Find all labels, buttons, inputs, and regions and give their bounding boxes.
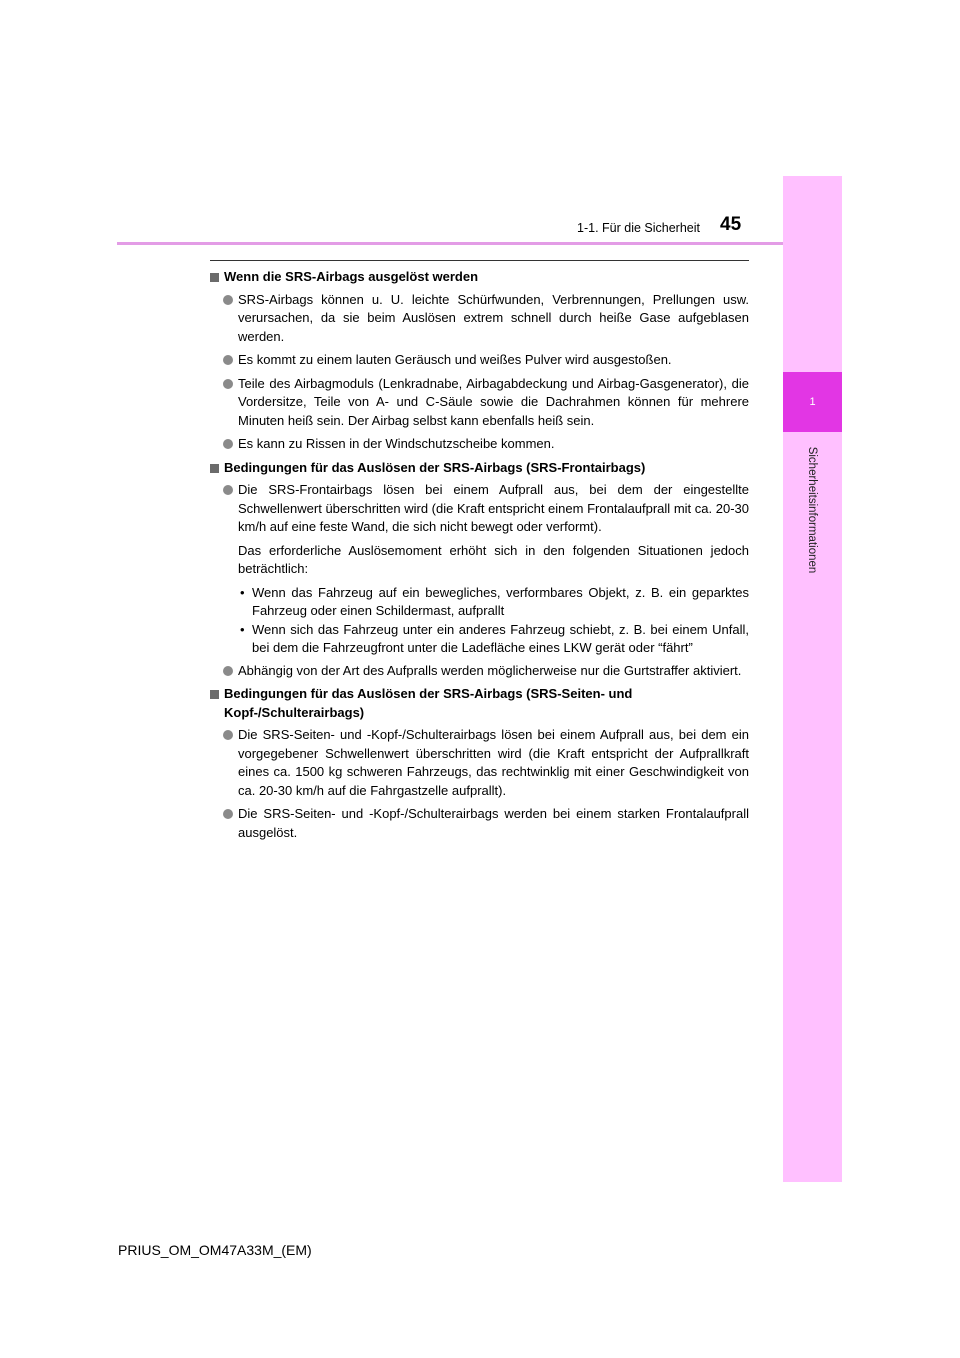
main-content — [210, 268, 749, 847]
round-bullet-icon — [223, 295, 233, 305]
list-item: Die SRS-Frontairbags lösen bei einem Aufprall aus, bei dem der eingestellte Schwellenwert überschritten wird (die Kraft entspricht einem Frontalaufprall mit ca. 20-30 km/h auf eine feste Wand, die sich nicht bewegt oder verformt). — [210, 481, 749, 537]
section-heading: Wenn die SRS-Airbags ausgelöst werden — [210, 268, 749, 287]
sub-list-item: • Wenn sich das Fahrzeug unter ein anderes Fahrzeug schiebt, z. B. bei einem Unfall, bei dem die Fahrzeugfront unter die Ladefläche eines LKW gerät oder “fährt” — [240, 621, 749, 655]
paragraph: Das erforderliche Auslösemoment erhöht sich in den folgenden Situationen jedoch beträchtlich: — [238, 542, 749, 576]
round-bullet-icon — [223, 730, 233, 740]
page-number: 45 — [720, 214, 742, 235]
list-item: Es kommt zu einem lauten Geräusch und weißes Pulver wird ausgestoßen. — [210, 351, 749, 370]
list-item: Es kann zu Rissen in der Windschutzscheibe kommen. — [210, 435, 749, 454]
round-bullet-icon — [223, 379, 233, 389]
square-bullet-icon — [210, 273, 219, 282]
list-item: Die SRS-Seiten- und -Kopf-/Schulterairbags werden bei einem starken Frontalaufprall ausgelöst. — [210, 805, 749, 842]
section-heading: Bedingungen für das Auslösen der SRS-Airbags (SRS-Frontairbags) — [210, 459, 749, 478]
sub-bullet-marker: • — [240, 584, 245, 600]
header-title: 1-1. Für die Sicherheit — [577, 221, 700, 235]
side-tab-strip — [783, 176, 842, 1182]
list-item: Abhängig von der Art des Aufpralls werden möglicherweise nur die Gurtstraffer aktiviert. — [210, 662, 749, 681]
chapter-label: Sicherheitsinformationen — [806, 446, 818, 574]
sub-bullet-marker: • — [240, 621, 245, 637]
round-bullet-icon — [223, 355, 233, 365]
list-item: SRS-Airbags können u. U. leichte Schürfwunden, Verbrennungen, Prellungen usw. verursachen, da sie beim Auslösen extrem schnell durch heiße Gase aufgeblasen werden. — [210, 291, 749, 347]
sub-list-item: • Wenn das Fahrzeug auf ein bewegliches, verformbares Objekt, z. B. ein geparktes Fahrzeug oder einen Schildermast, aufprallt — [240, 584, 749, 618]
round-bullet-icon — [223, 485, 233, 495]
section-heading: Bedingungen für das Auslösen der SRS-Airbags (SRS-Seiten- und Kopf-/Schulterairbags) — [210, 685, 749, 722]
chapter-number-tab — [783, 372, 842, 432]
chapter-number: 1 — [809, 396, 816, 408]
square-bullet-icon — [210, 690, 219, 699]
document-code: PRIUS_OM_OM47A33M_(EM) — [118, 1242, 312, 1258]
header-rule — [117, 242, 783, 245]
square-bullet-icon — [210, 464, 219, 473]
list-item: Teile des Airbagmoduls (Lenkradnabe, Airbagabdeckung und Airbag-Gasgenerator), die Vordersitze, Teile von A- und C-Säule sowie die Dachrahmen können für mehrere Minuten heiß sein. Der Airbag selbst kann ebenfalls heiß sein. — [210, 375, 749, 431]
list-item: Die SRS-Seiten- und -Kopf-/Schulterairbags lösen bei einem Aufprall aus, bei dem ein vorgegebener Schwellenwert überschritten wird (die Kraft entspricht der Aufprallkraft eines ca. 1500 kg schweren Fahrzeugs, das rechtwinklig mit einer Geschwindigkeit von ca. 20-30 km/h auf die Fahrgastzelle aufprallt). — [210, 726, 749, 800]
round-bullet-icon — [223, 666, 233, 676]
round-bullet-icon — [223, 809, 233, 819]
content-top-rule — [210, 260, 749, 261]
round-bullet-icon — [223, 439, 233, 449]
